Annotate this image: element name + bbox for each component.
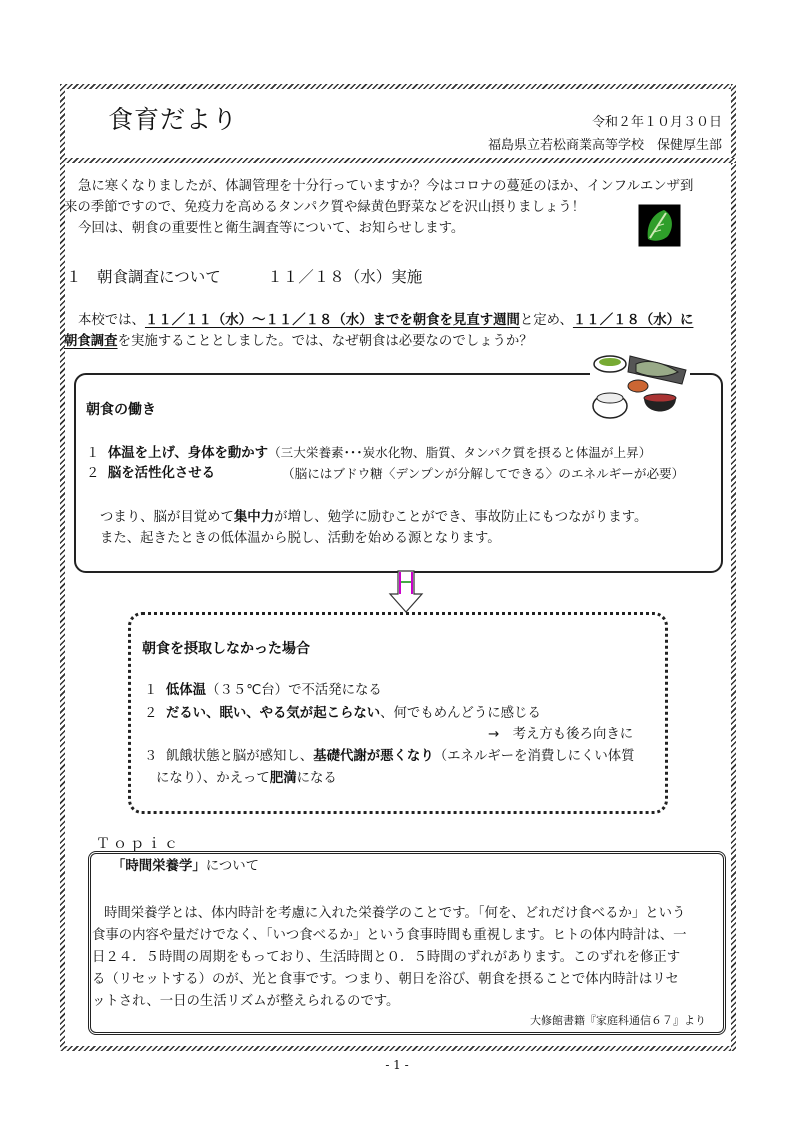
text-segment: つまり、脳が目覚めて [100, 510, 234, 525]
intro-line-1: 急に寒くなりましたが、体調管理を十分行っていますか？今はコロナの蔓延のほか、インフルエンザ到 [78, 179, 694, 194]
concentration-text: 集中力 [233, 510, 275, 525]
box1-title: 朝食の働き [86, 402, 156, 418]
box1-item-2-note: （脳にはブドウ糖〈デンプンが分解してできる〉のエネルギーが必要） [282, 466, 685, 481]
school-name: 福島県立若松商業高等学校 保健厚生部 [487, 138, 722, 153]
item-note: （三大栄養素･･･炭水化物、脂質、タンパク質を摂ると体温が上昇） [268, 445, 652, 460]
topic-title [112, 856, 259, 877]
header-divider [60, 158, 736, 163]
item-heading: 基礎代謝が悪くなり [313, 749, 434, 764]
frame-left [60, 84, 65, 1051]
page-number: - 1 - [385, 1058, 409, 1072]
survey-date-text: １１／１８（水）に [572, 313, 694, 328]
survey-week-text: １１／１１（水）～１１／１８（水）までを朝食を見直す週間 [144, 313, 520, 328]
obesity-text: 肥満 [269, 771, 297, 786]
item-number: ３ [144, 749, 158, 764]
text-segment: を実施することとしました。では、なぜ朝食は必要なのでしょうか？ [117, 334, 533, 349]
intro-line-2: 来の季節ですので、免疫力を高めるタンパク質や緑黄色野菜などを沢山摂りましょう！ [64, 200, 586, 215]
survey-name-text: 朝食調査 [64, 334, 118, 349]
text-segment: が増し、勉学に励むことができ、事故防止にもつながります。 [274, 510, 648, 525]
item-text: 飢餓状態と脳が感知し、 [165, 749, 314, 764]
section-heading: １ 朝食調査について １１／１８（水）実施 [66, 268, 423, 286]
down-arrow-icon [388, 570, 424, 614]
item-text: 、何でもめんどうに感じる [380, 706, 541, 721]
box2-item-2 [144, 703, 541, 724]
topic-title-bold: 「時間栄養学」 [112, 859, 206, 874]
intro-line-3: 今回は、朝食の重要性と衛生調査等について、お知らせします。 [78, 221, 465, 236]
item-heading: 脳を活性化させる [107, 466, 216, 481]
frame-bottom [60, 1046, 736, 1051]
vegetable-image [638, 204, 681, 247]
text-segment: と定め、 [519, 313, 573, 328]
item-text: （エネルギーを消費しにくい体質 [433, 749, 635, 764]
box2-item-2-sub: → 考え方も後ろ向きに [488, 727, 634, 742]
item-text: になり）、かえって [156, 771, 270, 786]
item-heading: 体温を上げ、身体を動かす [107, 446, 269, 461]
item-heading: だるい、眠い、やる気が起こらない [165, 706, 381, 721]
item-number: １ [86, 446, 100, 461]
box2-title: 朝食を摂取しなかった場合 [142, 641, 310, 657]
box1-item-2 [86, 463, 215, 484]
topic-source: 大修館書籍『家庭科通信６７』より [530, 1014, 706, 1027]
page-title: 食育だより [108, 105, 239, 134]
issue-date: 令和２年１０月３０日 [591, 115, 722, 130]
topic-line-5: ットされ、一日の生活リズムが整えられるのです。 [92, 994, 400, 1009]
frame-top [60, 84, 736, 89]
topic-line-3: 日２４．５時間の周期をもっており、生活時間と０．５時間のずれがあります。このずれを修正す [92, 950, 681, 965]
topic-line-2: 食事の内容や量だけでなく、「いつ食べるか」という食事時間も重視します。ヒトの体内時計は、一 [92, 928, 687, 943]
item-number: ２ [86, 466, 100, 481]
box2-item-3 [144, 746, 635, 767]
text-segment: について [205, 859, 260, 874]
box1-paragraph-1 [100, 507, 647, 528]
box2-item-1 [144, 680, 382, 701]
topic-line-1: 時間栄養学とは、体内時計を考慮に入れた栄養学のことです。「何を、どれだけ食べるか」という [104, 906, 686, 921]
topic-line-4: る（リセットする）のが、光と食事です。つまり、朝日を浴び、朝食を摂ることで体内時計はリセ [92, 972, 679, 987]
item-number: ２ [144, 706, 158, 721]
frame-right [731, 84, 736, 1051]
breakfast-meal-image [590, 350, 690, 430]
box2-item-3-cont [156, 768, 337, 789]
box1-item-1 [86, 442, 651, 464]
section-paragraph-line-2 [64, 331, 533, 352]
item-number: １ [144, 683, 158, 698]
section-paragraph-line-1 [78, 310, 693, 331]
box1-paragraph-2: また、起きたときの低体温から脱し、活動を始める源となります。 [100, 531, 501, 546]
topic-label: Ｔｏｐｉｃ [96, 836, 181, 852]
item-text: になる [296, 771, 337, 786]
text-segment: 本校では、 [78, 313, 145, 328]
item-heading: 低体温 [165, 683, 207, 698]
item-text: （３５℃台）で不活発になる [206, 683, 382, 698]
